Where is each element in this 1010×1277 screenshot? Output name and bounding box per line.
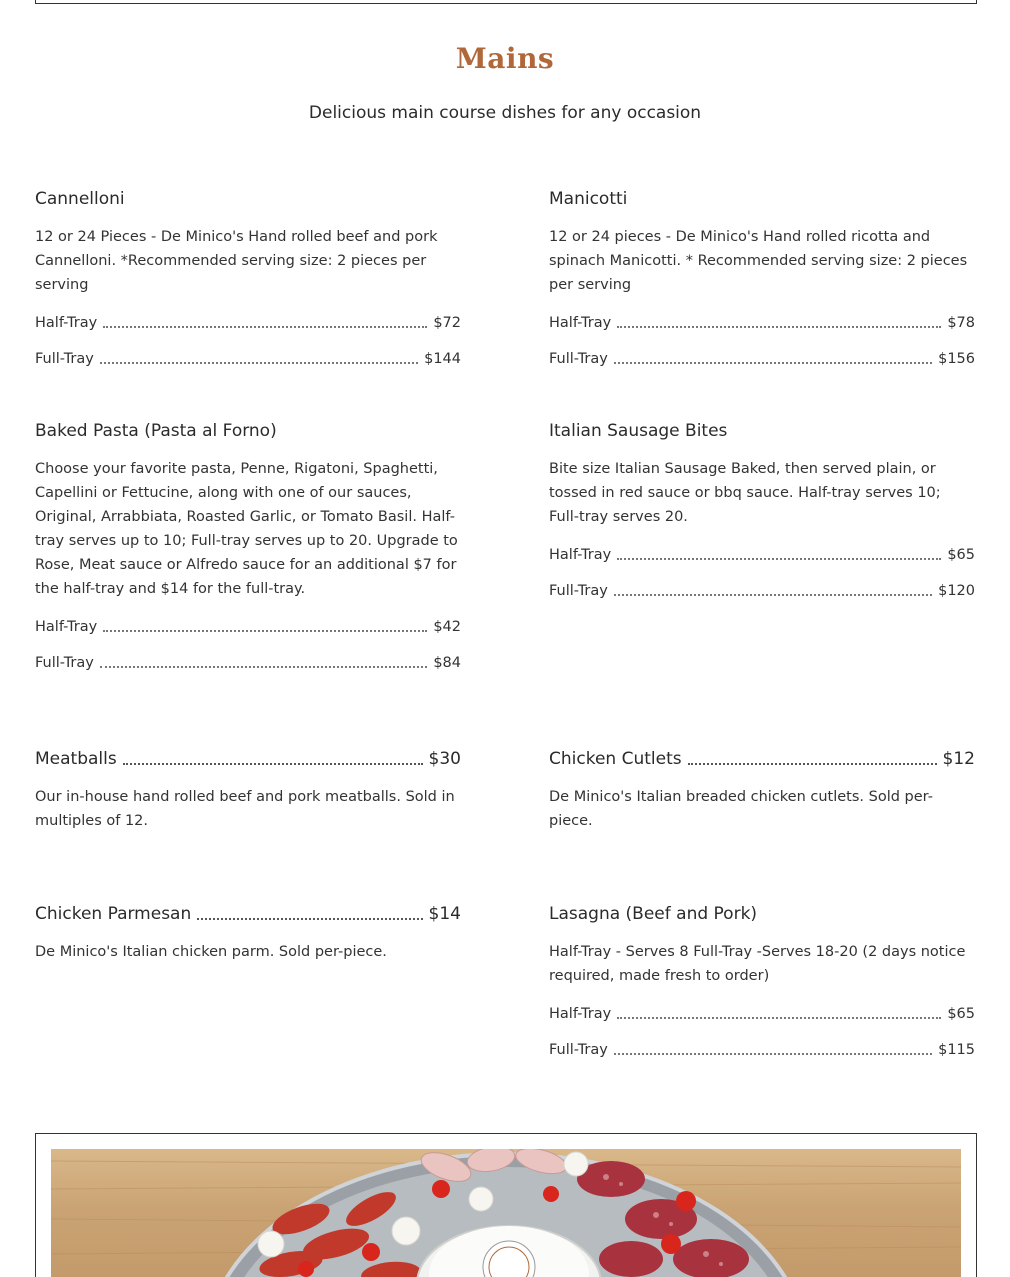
dot-leader <box>614 1053 932 1055</box>
variant-row <box>549 313 975 333</box>
item-name-row <box>35 903 461 925</box>
item-price: $30 <box>428 749 461 769</box>
dot-leader <box>617 558 941 560</box>
dot-leader <box>123 763 423 765</box>
variant-label: Half-Tray <box>549 547 612 563</box>
variant-row <box>549 545 975 565</box>
menu-item-baked-pasta <box>35 420 461 673</box>
dot-leader <box>617 326 941 328</box>
variant-row <box>35 617 461 637</box>
item-name: Lasagna (Beef and Pork) <box>549 904 758 924</box>
platter-illustration <box>51 1149 961 1277</box>
menu-item-italian-sausage-bites <box>549 420 975 601</box>
dot-leader <box>614 362 932 364</box>
variant-price: $65 <box>947 547 975 563</box>
variant-price: $120 <box>938 583 975 599</box>
item-description: 12 or 24 pieces - De Minico's Hand rolled ricotta and spinach Manicotti. * Recommended serving size: 2 pieces per serving <box>549 229 968 293</box>
item-name: Chicken Cutlets <box>549 749 682 769</box>
variant-label: Half-Tray <box>35 619 98 635</box>
variant-label: Half-Tray <box>549 1006 612 1022</box>
menu-item-chicken-cutlets <box>549 748 975 833</box>
item-description: De Minico's Italian chicken parm. Sold per-piece. <box>35 944 387 960</box>
item-description: Bite size Italian Sausage Baked, then served plain, or tossed in red sauce or bbq sauce. Half-tray serves 10; Full-tray serves 20. <box>549 461 941 525</box>
dot-leader <box>100 362 418 364</box>
item-price: $14 <box>428 904 461 924</box>
dot-leader <box>614 594 932 596</box>
variant-price: $156 <box>938 351 975 367</box>
photo-frame <box>35 1133 977 1277</box>
item-name-row <box>35 748 461 770</box>
dot-leader <box>688 763 937 765</box>
item-description: Choose your favorite pasta, Penne, Rigatoni, Spaghetti, Capellini or Fettucine, along with one of our sauces, Original, Arrabbiata, Roasted Garlic, or Tomato Basil. Half-tray serves up to 10; Full-tray serves up to 20. Upgrade to Rose, Meat sauce or Alfredo sauce for an additional $7 for the half-tray and $14 for the full-tray. <box>35 461 458 597</box>
item-name: Chicken Parmesan <box>35 904 192 924</box>
antipasto-platter-photo <box>51 1149 961 1277</box>
section-subtitle: Delicious main course dishes for any occasion <box>308 103 702 123</box>
variant-label: Full-Tray <box>549 583 608 599</box>
variant-price: $84 <box>433 655 461 671</box>
variant-row <box>549 349 975 369</box>
dot-leader <box>617 1017 941 1019</box>
menu-item-manicotti <box>549 188 975 369</box>
menu-item-cannelloni <box>35 188 461 369</box>
dot-leader <box>103 630 427 632</box>
item-name: Italian Sausage Bites <box>549 421 728 441</box>
variant-label: Full-Tray <box>35 655 94 671</box>
variant-label: Full-Tray <box>549 351 608 367</box>
variant-label: Half-Tray <box>549 315 612 331</box>
variant-price: $115 <box>938 1042 975 1058</box>
item-description: Our in-house hand rolled beef and pork meatballs. Sold in multiples of 12. <box>35 789 455 829</box>
menu-item-meatballs <box>35 748 461 833</box>
item-price: $12 <box>942 749 975 769</box>
menu-item-lasagna <box>549 903 975 1060</box>
variant-row <box>549 581 975 601</box>
variant-label: Full-Tray <box>549 1042 608 1058</box>
dot-leader <box>100 666 427 668</box>
variant-price: $72 <box>433 315 461 331</box>
item-name-row <box>549 748 975 770</box>
item-description: Half-Tray - Serves 8 Full-Tray -Serves 18-20 (2 days notice required, made fresh to order) <box>549 944 966 984</box>
variant-row <box>549 1004 975 1024</box>
variant-row <box>35 349 461 369</box>
item-name: Baked Pasta (Pasta al Forno) <box>35 421 277 441</box>
dot-leader <box>103 326 427 328</box>
dot-leader <box>197 918 422 920</box>
item-description: 12 or 24 Pieces - De Minico's Hand rolled beef and pork Cannelloni. *Recommended serving size: 2 pieces per serving <box>35 229 438 293</box>
top-frame-border <box>35 0 977 4</box>
item-name: Manicotti <box>549 189 628 209</box>
section-title: Mains <box>455 42 555 75</box>
variant-price: $42 <box>433 619 461 635</box>
variant-label: Half-Tray <box>35 315 98 331</box>
variant-row <box>35 313 461 333</box>
item-description: De Minico's Italian breaded chicken cutlets. Sold per-piece. <box>549 789 933 829</box>
variant-row <box>549 1040 975 1060</box>
variant-row <box>35 653 461 673</box>
item-name: Meatballs <box>35 749 117 769</box>
variant-price: $65 <box>947 1006 975 1022</box>
menu-item-chicken-parmesan <box>35 903 461 964</box>
variant-label: Full-Tray <box>35 351 94 367</box>
variant-price: $144 <box>424 351 461 367</box>
variant-price: $78 <box>947 315 975 331</box>
item-name: Cannelloni <box>35 189 125 209</box>
